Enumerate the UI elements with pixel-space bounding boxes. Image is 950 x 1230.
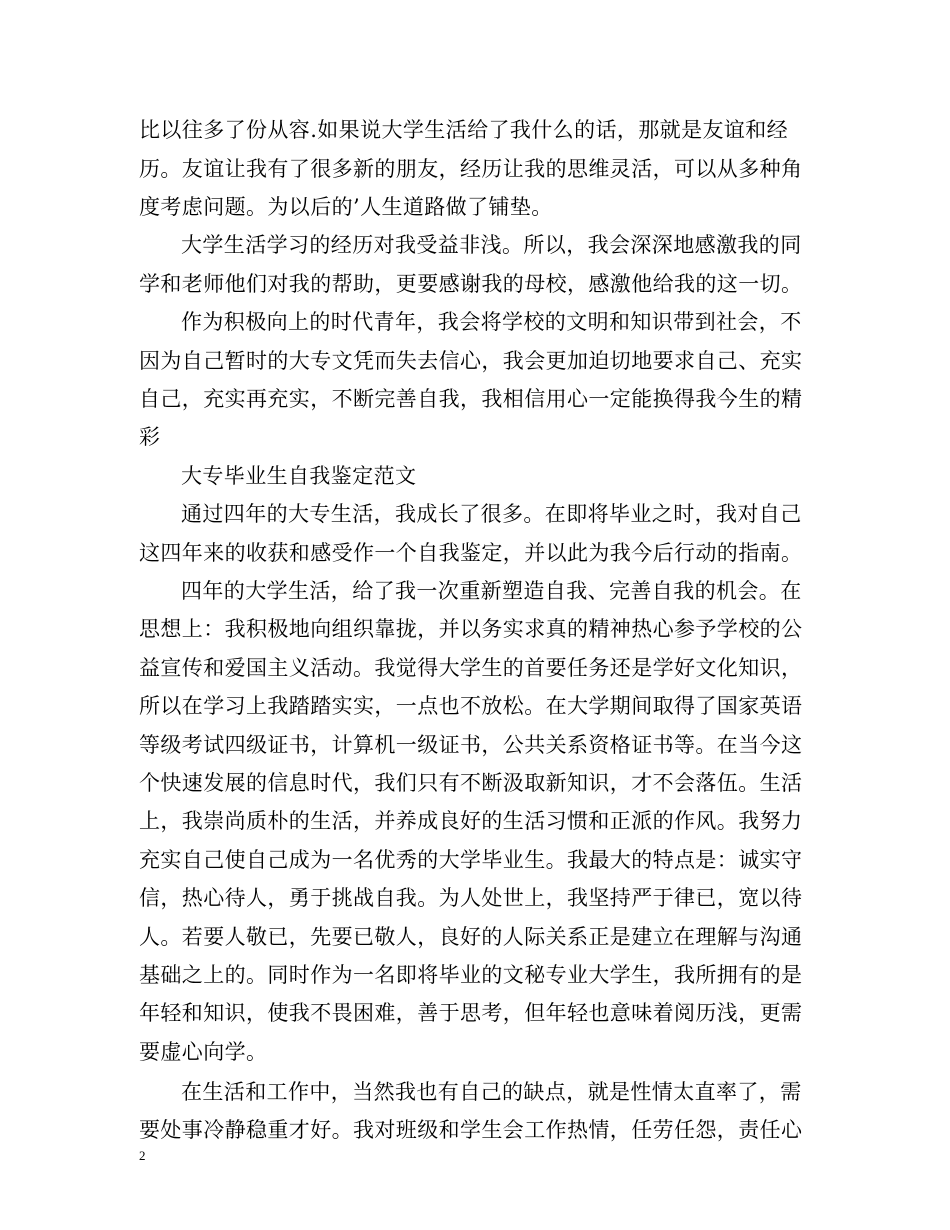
text-line: 基础之上的。同时作为一名即将毕业的文秘专业大学生，我所拥有的是 (139, 963, 803, 987)
text-line: 年轻和知识，使我不畏困难，善于思考，但年轻也意味着阅历浅，更需 (139, 1001, 803, 1025)
text-line: 充实自己使自己成为一名优秀的大学毕业生。我最大的特点是：诚实守 (139, 848, 803, 872)
text-line: 历。友谊让我有了很多新的朋友，经历让我的思维灵活，可以从多种角 (139, 157, 803, 181)
text-line: 度考虑问题。为以后的’人生道路做了铺垫。 (139, 195, 553, 219)
text-line: 个快速发展的信息时代，我们只有不断汲取新知识，才不会落伍。生活 (139, 771, 803, 795)
text-line: 人。若要人敬已，先要已敬人，良好的人际关系正是建立在理解与沟通 (139, 925, 803, 949)
text-line: 彩 (139, 425, 161, 449)
text-line: 学和老师他们对我的帮助，更要感谢我的母校，感激他给我的这一切。 (139, 272, 803, 296)
text-line: 要虚心向学。 (139, 1040, 268, 1064)
page-number: 2 (139, 1148, 146, 1163)
text-line: 四年的大学生活，给了我一次重新塑造自我、完善自我的机会。在 (181, 579, 802, 603)
text-line: 上，我崇尚质朴的生活，并养成良好的生活习惯和正派的作风。我努力 (139, 809, 803, 833)
text-line: 比以往多了份从容.如果说大学生活给了我什么的话，那就是友谊和经 (139, 118, 789, 142)
text-line: 大学生活学习的经历对我受益非浅。所以，我会深深地感激我的同 (181, 233, 802, 257)
text-line: 在生活和工作中，当然我也有自己的缺点，就是性情太直率了，需 (181, 1080, 802, 1104)
text-line: 通过四年的大专生活，我成长了很多。在即将毕业之时，我对自己 (181, 502, 802, 526)
text-line: 等级考试四级证书，计算机一级证书，公共关系资格证书等。在当今这 (139, 733, 803, 757)
text-line: 自己，充实再充实，不断完善自我，我相信用心一定能换得我今生的精 (139, 387, 803, 411)
text-line: 思想上：我积极地向组织靠拢，并以务实求真的精神热心参予学校的公 (139, 617, 803, 641)
text-line: 要处事冷静稳重才好。我对班级和学生会工作热情，任劳任怨，责任心 (139, 1118, 803, 1142)
text-line: 信，热心待人，勇于挑战自我。为人处世上，我坚持严于律已，宽以待 (139, 886, 803, 910)
text-line: 因为自己暂时的大专文凭而失去信心，我会更加迫切地要求自己、充实 (139, 349, 803, 373)
section-heading: 大专毕业生自我鉴定范文 (181, 464, 417, 488)
text-line: 作为积极向上的时代青年，我会将学校的文明和知识带到社会，不 (181, 310, 802, 334)
text-line: 所以在学习上我踏踏实实，一点也不放松。在大学期间取得了国家英语 (139, 694, 803, 718)
text-line: 益宣传和爱国主义活动。我觉得大学生的首要任务还是学好文化知识， (139, 656, 803, 680)
text-line: 这四年来的收获和感受作一个自我鉴定，并以此为我今后行动的指南。 (139, 541, 803, 565)
